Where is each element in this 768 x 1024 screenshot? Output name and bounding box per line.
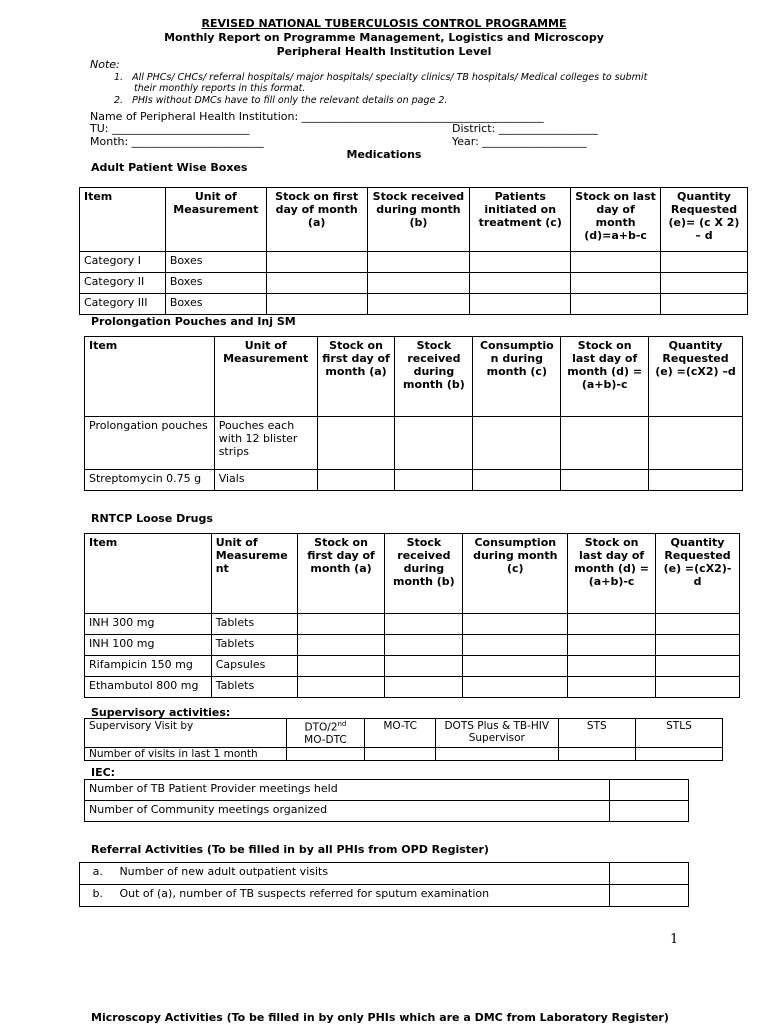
entry-cell[interactable] (661, 273, 748, 294)
note-item-1-cont: their monthly reports in this format. (134, 83, 306, 94)
note-item-2: 2. PHIs without DMCs have to fill only the relevant details on page 2. (114, 95, 448, 106)
table-row (80, 273, 748, 294)
tu-field[interactable]: TU: _________________________ (90, 122, 250, 135)
entry-cell[interactable] (661, 252, 748, 273)
col-header: Quantity Requested (e) =(cX2) –d (649, 337, 743, 417)
col-header: Stock received during month (b) (367, 188, 470, 252)
table-row (80, 252, 748, 273)
entry-cell[interactable] (649, 417, 743, 470)
unit-cell: Boxes (165, 273, 266, 294)
referral-row-label: Number of new adult outpatient visits (115, 863, 609, 885)
col-header: Stock received during month (b) (385, 534, 463, 614)
supervisor-col: MO-TC (365, 719, 435, 748)
unit-cell: Capsules (211, 656, 297, 677)
table-row (80, 294, 748, 315)
entry-cell[interactable] (297, 677, 385, 698)
entry-cell[interactable] (367, 294, 470, 315)
phi-name-field[interactable]: Name of Peripheral Health Institution: ____________________________________________ (90, 110, 544, 123)
entry-cell[interactable] (470, 273, 571, 294)
entry-cell[interactable] (635, 747, 722, 760)
col-header: Stock on last day of month (d) =(a+b)-c (568, 534, 656, 614)
prolongation-title: Prolongation Pouches and Inj SM (91, 315, 296, 328)
referral-row-index: b. (80, 885, 116, 907)
col-header: Consumptio n during month (c) (473, 337, 561, 417)
entry-cell[interactable] (463, 635, 568, 656)
table-row (85, 470, 743, 491)
microscopy-title: Microscopy Activities (To be filled in by only PHIs which are a DMC from Laboratory Register) (91, 1011, 669, 1024)
entry-cell[interactable] (266, 273, 367, 294)
entry-cell[interactable] (649, 470, 743, 491)
entry-cell[interactable] (463, 614, 568, 635)
entry-cell[interactable] (568, 656, 656, 677)
item-cell: INH 300 mg (85, 614, 212, 635)
entry-cell[interactable] (266, 294, 367, 315)
entry-cell[interactable] (385, 656, 463, 677)
year-field[interactable]: Year: ___________________ (452, 135, 587, 148)
entry-cell[interactable] (568, 677, 656, 698)
col-header: Unit of Measurement (165, 188, 266, 252)
col-header: Stock on first day of month (a) (266, 188, 367, 252)
entry-cell[interactable] (568, 635, 656, 656)
entry-cell[interactable] (463, 656, 568, 677)
entry-cell[interactable] (367, 252, 470, 273)
entry-cell[interactable] (297, 635, 385, 656)
entry-cell[interactable] (470, 252, 571, 273)
col-header: Item (85, 337, 215, 417)
item-cell: Category I (80, 252, 166, 273)
entry-cell[interactable] (317, 470, 395, 491)
supervisor-col: DTO/2nd MO-DTC (286, 719, 365, 748)
doc-subtitle: Monthly Report on Programme Management, Logistics and Microscopy (164, 31, 604, 44)
entry-cell[interactable] (561, 417, 649, 470)
entry-cell[interactable] (470, 294, 571, 315)
entry-cell[interactable] (610, 801, 689, 822)
entry-cell[interactable] (395, 470, 473, 491)
adult-boxes-title: Adult Patient Wise Boxes (91, 161, 248, 174)
entry-cell[interactable] (656, 677, 740, 698)
entry-cell[interactable] (463, 677, 568, 698)
entry-cell[interactable] (367, 273, 470, 294)
entry-cell[interactable] (571, 252, 661, 273)
table-row (85, 635, 740, 656)
entry-cell[interactable] (365, 747, 435, 760)
supervisor-col: STLS (635, 719, 722, 748)
entry-cell[interactable] (610, 863, 689, 885)
entry-cell[interactable] (385, 635, 463, 656)
entry-cell[interactable] (610, 780, 689, 801)
unit-cell: Tablets (211, 614, 297, 635)
doc-level: Peripheral Health Institution Level (276, 45, 492, 58)
col-header: Stock on last day of month (d) =(a+b)-c (561, 337, 649, 417)
district-field[interactable]: District: __________________ (452, 122, 598, 135)
item-cell: Category III (80, 294, 166, 315)
entry-cell[interactable] (266, 252, 367, 273)
item-cell: Ethambutol 800 mg (85, 677, 212, 698)
table-row (85, 417, 743, 470)
col-header: Unit of Measureme nt (211, 534, 297, 614)
supervisory-row-label: Number of visits in last 1 month (85, 747, 287, 760)
supervisor-col: STS (558, 719, 635, 748)
entry-cell[interactable] (395, 417, 473, 470)
unit-cell: Boxes (165, 294, 266, 315)
entry-cell[interactable] (435, 747, 558, 760)
entry-cell[interactable] (558, 747, 635, 760)
supervisor-col: DOTS Plus & TB-HIV Supervisor (435, 719, 558, 748)
entry-cell[interactable] (571, 273, 661, 294)
supervisory-row-label: Supervisory Visit by (85, 719, 287, 748)
col-header: Unit of Measurement (214, 337, 317, 417)
item-cell: Rifampicin 150 mg (85, 656, 212, 677)
prolongation-table (84, 336, 743, 491)
item-cell: Category II (80, 273, 166, 294)
entry-cell[interactable] (317, 417, 395, 470)
unit-cell: Vials (214, 470, 317, 491)
supervisory-table (84, 718, 723, 761)
col-header: Patients initiated on treatment (c) (470, 188, 571, 252)
adult-boxes-table (79, 187, 748, 315)
table-row (85, 656, 740, 677)
doc-title: REVISED NATIONAL TUBERCULOSIS CONTROL PROGRAMME (201, 17, 567, 30)
entry-cell[interactable] (297, 656, 385, 677)
unit-cell: Pouches each with 12 blister strips (214, 417, 317, 470)
loose-drugs-table (84, 533, 740, 698)
entry-cell[interactable] (568, 614, 656, 635)
entry-cell[interactable] (656, 635, 740, 656)
unit-cell: Boxes (165, 252, 266, 273)
entry-cell[interactable] (286, 747, 365, 760)
referral-title: Referral Activities (To be filled in by all PHIs from OPD Register) (91, 843, 489, 856)
entry-cell[interactable] (385, 677, 463, 698)
col-header: Stock on last day of month (d)=a+b-c (571, 188, 661, 252)
supervisory-title: Supervisory activities: (91, 706, 231, 719)
entry-cell[interactable] (561, 470, 649, 491)
table-row (85, 614, 740, 635)
unit-cell: Tablets (211, 677, 297, 698)
iec-row-label: Number of Community meetings organized (85, 801, 610, 822)
entry-cell[interactable] (385, 614, 463, 635)
entry-cell[interactable] (473, 417, 561, 470)
entry-cell[interactable] (610, 885, 689, 907)
col-header: Stock on first day of month (a) (297, 534, 385, 614)
loose-drugs-title: RNTCP Loose Drugs (91, 512, 213, 525)
referral-row-label: Out of (a), number of TB suspects referred for sputum examination (115, 885, 609, 907)
medications-title: Medications (346, 148, 422, 161)
col-header: Quantity Requested (e) =(cX2)-d (656, 534, 740, 614)
col-header: Item (85, 534, 212, 614)
note-item-1: 1. All PHCs/ CHCs/ referral hospitals/ major hospitals/ specialty clinics/ TB hospitals/ Medical colleges to submit (114, 72, 648, 83)
entry-cell[interactable] (571, 294, 661, 315)
entry-cell[interactable] (656, 614, 740, 635)
iec-title: IEC: (91, 766, 116, 779)
month-field[interactable]: Month: ________________________ (90, 135, 264, 148)
col-header: Consumption during month (c) (463, 534, 568, 614)
page-number: 1 (670, 932, 679, 947)
entry-cell[interactable] (661, 294, 748, 315)
col-header: Stock received during month (b) (395, 337, 473, 417)
iec-row-label: Number of TB Patient Provider meetings held (85, 780, 610, 801)
iec-table (84, 779, 689, 822)
col-header: Stock on first day of month (a) (317, 337, 395, 417)
col-header: Quantity Requested (e)= (c X 2) – d (661, 188, 748, 252)
entry-cell[interactable] (656, 656, 740, 677)
referral-table (79, 862, 689, 907)
entry-cell[interactable] (473, 470, 561, 491)
referral-row-index: a. (80, 863, 116, 885)
col-header: Item (80, 188, 166, 252)
entry-cell[interactable] (297, 614, 385, 635)
note-title: Note: (90, 58, 120, 71)
item-cell: Streptomycin 0.75 g (85, 470, 215, 491)
table-row (85, 677, 740, 698)
unit-cell: Tablets (211, 635, 297, 656)
item-cell: Prolongation pouches (85, 417, 215, 470)
item-cell: INH 100 mg (85, 635, 212, 656)
